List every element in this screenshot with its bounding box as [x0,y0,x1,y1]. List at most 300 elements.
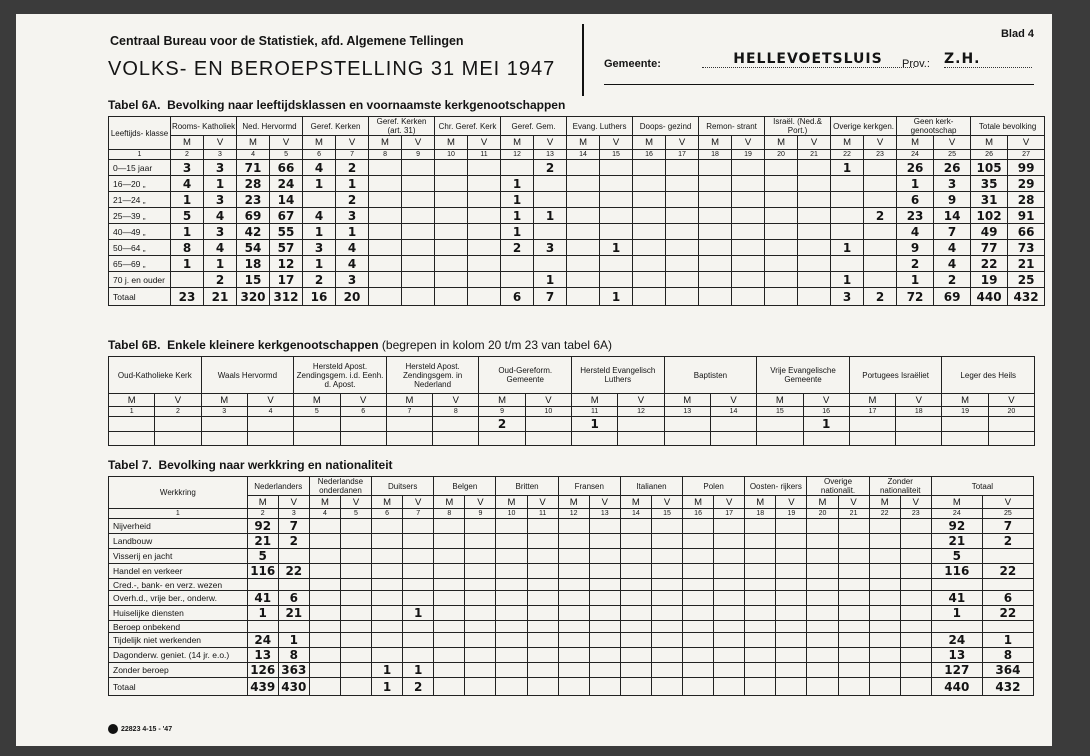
count-cell: 1 [403,606,434,621]
count-cell [372,564,403,579]
religion-group-header: Geref. Gem. [501,117,567,136]
column-number: 6 [303,150,336,160]
column-number: 10 [435,150,468,160]
age-class-label: 50—64 „ [109,240,171,256]
count-cell: 3 [336,272,369,288]
empty-cell [294,432,340,446]
count-cell [838,564,869,579]
count-cell: 1 [501,208,534,224]
occupation-label: Visserij en jacht [109,549,248,564]
count-cell: 25 [1008,272,1045,288]
count-cell [309,648,340,663]
occupation-label: Cred.-, bank- en verz. wezen [109,579,248,591]
column-number: 18 [745,509,776,519]
column-number: 14 [710,407,756,417]
nationality-header: Nederlanders [247,477,309,496]
count-cell [869,621,900,633]
count-cell [247,621,278,633]
count-cell: 4 [204,208,237,224]
count-cell [468,272,501,288]
count-cell [434,564,465,579]
count-cell: 4 [934,240,971,256]
count-cell [534,256,567,272]
count-cell [340,519,371,534]
count-cell: 57 [270,240,303,256]
column-number: 8 [369,150,402,160]
column-number: 21 [798,150,831,160]
count-cell [600,208,633,224]
count-cell [435,224,468,240]
count-cell [776,534,807,549]
count-cell [982,549,1033,564]
count-cell [496,564,527,579]
count-cell: 24 [931,633,982,648]
count-cell [465,621,496,633]
count-cell: 1 [534,272,567,288]
count-cell: 66 [1008,224,1045,240]
count-cell [496,519,527,534]
column-number: 3 [204,150,237,160]
male-header: M [247,496,278,509]
count-cell [567,240,600,256]
denomination-header: Hersteld Evangelisch Luthers [572,357,665,394]
count-cell [465,579,496,591]
count-cell [831,256,864,272]
female-header: V [433,394,479,407]
count-cell [620,648,651,663]
count-cell: 12 [270,256,303,272]
count-cell [527,549,558,564]
column-number: 15 [757,407,803,417]
count-cell [666,160,699,176]
female-header: V [340,394,386,407]
count-cell [714,579,745,591]
count-cell: 6 [982,591,1033,606]
male-header: M [869,496,900,509]
female-header: V [982,496,1033,509]
count-cell [745,633,776,648]
count-cell [567,208,600,224]
column-number: 26 [971,150,1008,160]
male-header: M [201,394,247,407]
count-cell [403,648,434,663]
count-cell [651,621,682,633]
count-cell [402,208,435,224]
count-cell [633,176,666,192]
total-cell: 439 [247,678,278,696]
column-number: 16 [803,407,849,417]
column-number: 10 [525,407,571,417]
count-cell [666,256,699,272]
total-cell [683,678,714,696]
count-cell [732,176,765,192]
total-cell [900,678,931,696]
count-cell: 73 [1008,240,1045,256]
count-cell [732,192,765,208]
count-cell [600,176,633,192]
count-cell [465,633,496,648]
count-cell [651,579,682,591]
form-title: VOLKS- EN BEROEPSTELLING 31 MEI 1947 [108,58,556,80]
count-cell [558,606,589,621]
count-cell [620,663,651,678]
count-cell [699,272,732,288]
count-cell [567,176,600,192]
empty-cell [247,432,293,446]
gemeente-label: Gemeente: [604,58,661,70]
count-cell [838,534,869,549]
female-header: V [651,496,682,509]
count-cell [567,160,600,176]
count-cell: 7 [278,519,309,534]
count-cell [982,621,1033,633]
count-cell [434,579,465,591]
nationality-header: Nederlandse onderdanen [309,477,371,496]
count-cell [278,549,309,564]
count-cell: 28 [1008,192,1045,208]
count-cell [683,549,714,564]
male-header: M [369,136,402,150]
count-cell [372,621,403,633]
count-cell: 4 [897,224,934,240]
count-cell: 1 [204,256,237,272]
count-cell [403,519,434,534]
count-cell [589,591,620,606]
count-cell [714,549,745,564]
count-cell: 2 [982,534,1033,549]
count-cell [386,417,432,432]
total-cell [699,288,732,306]
count-cell: 1 [171,192,204,208]
total-cell [340,678,371,696]
count-cell: 42 [237,224,270,240]
religion-group-header: Geen kerk- genootschap [897,117,971,136]
count-cell [600,256,633,272]
count-cell [155,417,201,432]
count-cell [651,606,682,621]
denomination-header: Hersteld Apost. Zendingsgem. i.d. Eenh. d. Apost. [294,357,387,394]
count-cell [776,519,807,534]
count-cell [435,208,468,224]
female-header: V [900,496,931,509]
count-cell [666,272,699,288]
nationality-header: Overige nationalit. [807,477,869,496]
total-cell [732,288,765,306]
count-cell: 5 [171,208,204,224]
count-cell: 5 [247,549,278,564]
male-header: M [633,136,666,150]
header-divider [582,24,584,96]
count-cell [869,549,900,564]
count-cell [620,564,651,579]
count-cell [869,564,900,579]
count-cell [278,621,309,633]
table-7-title: Bevolking naar werkkring en nationaliteit [158,458,393,472]
count-cell [633,160,666,176]
count-cell [434,534,465,549]
column-number: 16 [683,509,714,519]
count-cell [699,240,732,256]
count-cell: 1 [831,272,864,288]
count-cell [340,648,371,663]
count-cell [776,648,807,663]
count-cell [434,606,465,621]
count-cell [900,621,931,633]
count-cell [666,240,699,256]
count-cell [403,549,434,564]
count-cell: 127 [931,663,982,678]
count-cell [435,272,468,288]
column-number: 5 [340,509,371,519]
count-cell [807,663,838,678]
count-cell [278,579,309,591]
count-cell [807,549,838,564]
nationality-header: Oosten- rijkers [745,477,807,496]
count-cell [838,579,869,591]
count-cell [732,256,765,272]
male-header: M [479,394,525,407]
column-number: 4 [309,509,340,519]
count-cell [931,579,982,591]
count-cell: 1 [372,663,403,678]
nationality-header: Belgen [434,477,496,496]
male-header: M [372,496,403,509]
male-header: M [664,394,710,407]
count-cell [798,160,831,176]
count-cell [942,417,988,432]
count-cell [714,633,745,648]
empty-cell [896,432,942,446]
count-cell: 1 [303,176,336,192]
count-cell: 35 [971,176,1008,192]
count-cell [600,192,633,208]
male-header: M [831,136,864,150]
female-header: V [776,496,807,509]
total-cell: 3 [831,288,864,306]
column-number: 12 [558,509,589,519]
denomination-header: Portugees Israëliet [849,357,942,394]
count-cell [732,272,765,288]
empty-cell [664,432,710,446]
column-number: 13 [589,509,620,519]
count-cell [434,591,465,606]
column-number: 20 [807,509,838,519]
count-cell [589,549,620,564]
column-number: 4 [237,150,270,160]
count-cell: 116 [931,564,982,579]
count-cell: 49 [971,224,1008,240]
column-number: 23 [864,150,897,160]
table-6b-title: Enkele kleinere kerkgenootschappen [167,338,379,352]
count-cell [745,549,776,564]
count-cell [745,648,776,663]
count-cell [534,192,567,208]
count-cell: 1 [403,663,434,678]
count-cell [900,648,931,663]
male-header: M [303,136,336,150]
denomination-header: Waals Hervormd [201,357,294,394]
empty-cell [155,432,201,446]
count-cell [869,633,900,648]
age-class-label: 70 j. en ouder [109,272,171,288]
age-class-label: 16—20 „ [109,176,171,192]
count-cell: 77 [971,240,1008,256]
count-cell [745,591,776,606]
count-cell: 3 [204,160,237,176]
column-number: 16 [633,150,666,160]
count-cell [340,591,371,606]
column-number: 6 [372,509,403,519]
count-cell: 4 [336,256,369,272]
table-7 [108,476,1034,696]
count-cell [683,633,714,648]
empty-cell [757,432,803,446]
count-cell [765,160,798,176]
empty-cell [109,432,155,446]
count-cell: 7 [934,224,971,240]
count-cell: 1 [501,176,534,192]
religion-group-header: Geref. Kerken [303,117,369,136]
count-cell [468,256,501,272]
table-6b-subtitle: (begrepen in kolom 20 t/m 23 van tabel 6A) [381,338,613,352]
count-cell [558,579,589,591]
count-cell [496,591,527,606]
count-cell [620,633,651,648]
count-cell: 1 [336,176,369,192]
count-cell [372,633,403,648]
count-cell [496,663,527,678]
count-cell: 2 [204,272,237,288]
count-cell [527,621,558,633]
count-cell: 1 [336,224,369,240]
count-cell [309,519,340,534]
count-cell [798,192,831,208]
count-cell [589,663,620,678]
table-7-heading [108,458,393,472]
nationality-header: Duitsers [372,477,434,496]
empty-cell [479,432,525,446]
total-cell [798,288,831,306]
count-cell [864,192,897,208]
count-cell [714,591,745,606]
count-cell [683,663,714,678]
count-cell [683,564,714,579]
count-cell: 1 [303,256,336,272]
female-header: V [838,496,869,509]
total-cell: 430 [278,678,309,696]
count-cell [714,534,745,549]
count-cell [745,621,776,633]
count-cell [496,621,527,633]
count-cell [369,160,402,176]
count-cell: 3 [934,176,971,192]
count-cell [534,176,567,192]
count-cell: 55 [270,224,303,240]
count-cell [527,663,558,678]
total-cell [496,678,527,696]
count-cell: 2 [864,208,897,224]
count-cell [600,272,633,288]
count-cell [765,208,798,224]
count-cell [651,663,682,678]
total-cell: 440 [931,678,982,696]
count-cell [309,606,340,621]
count-cell: 2 [303,272,336,288]
count-cell [651,564,682,579]
count-cell: 116 [247,564,278,579]
count-cell [869,579,900,591]
total-cell: 20 [336,288,369,306]
total-cell: 16 [303,288,336,306]
count-cell [496,534,527,549]
count-cell: 364 [982,663,1033,678]
count-cell: 1 [204,176,237,192]
province-value: Z.H. [944,51,1032,68]
female-header: V [247,394,293,407]
count-cell: 4 [303,208,336,224]
religion-group-header: Overige kerkgen. [831,117,897,136]
count-cell [465,663,496,678]
religion-group-header: Ned. Hervormd [237,117,303,136]
count-cell: 31 [971,192,1008,208]
female-header: V [988,394,1034,407]
total-cell [558,678,589,696]
nationality-header: Britten [496,477,558,496]
column-number: 15 [651,509,682,519]
count-cell [434,663,465,678]
count-cell [838,663,869,678]
count-cell [309,549,340,564]
count-cell [807,606,838,621]
total-cell: 6 [501,288,534,306]
female-header: V [896,394,942,407]
column-number: 5 [270,150,303,160]
count-cell: 1 [247,606,278,621]
count-cell [558,519,589,534]
denomination-header: Leger des Heils [942,357,1035,394]
count-cell [527,633,558,648]
female-header: V [155,394,201,407]
count-cell: 8 [278,648,309,663]
female-header: V [403,496,434,509]
column-number: 13 [664,407,710,417]
column-number: 4 [247,407,293,417]
count-cell [651,549,682,564]
count-cell: 1 [831,240,864,256]
count-cell: 2 [534,160,567,176]
count-cell [988,417,1034,432]
count-cell [465,549,496,564]
column-number: 14 [620,509,651,519]
empty-cell [525,432,571,446]
male-header: M [620,496,651,509]
total-cell: 432 [1008,288,1045,306]
count-cell [527,564,558,579]
count-cell [765,192,798,208]
denomination-header: Baptisten [664,357,757,394]
count-cell [589,633,620,648]
count-cell: 1 [303,224,336,240]
count-cell [434,519,465,534]
empty-cell [386,432,432,446]
age-class-header: Leeftijds- klasse [109,117,171,150]
count-cell [434,633,465,648]
female-header: V [714,496,745,509]
count-cell [558,663,589,678]
table-6b-heading [108,338,612,352]
total-cell [620,678,651,696]
column-number: 18 [699,150,732,160]
